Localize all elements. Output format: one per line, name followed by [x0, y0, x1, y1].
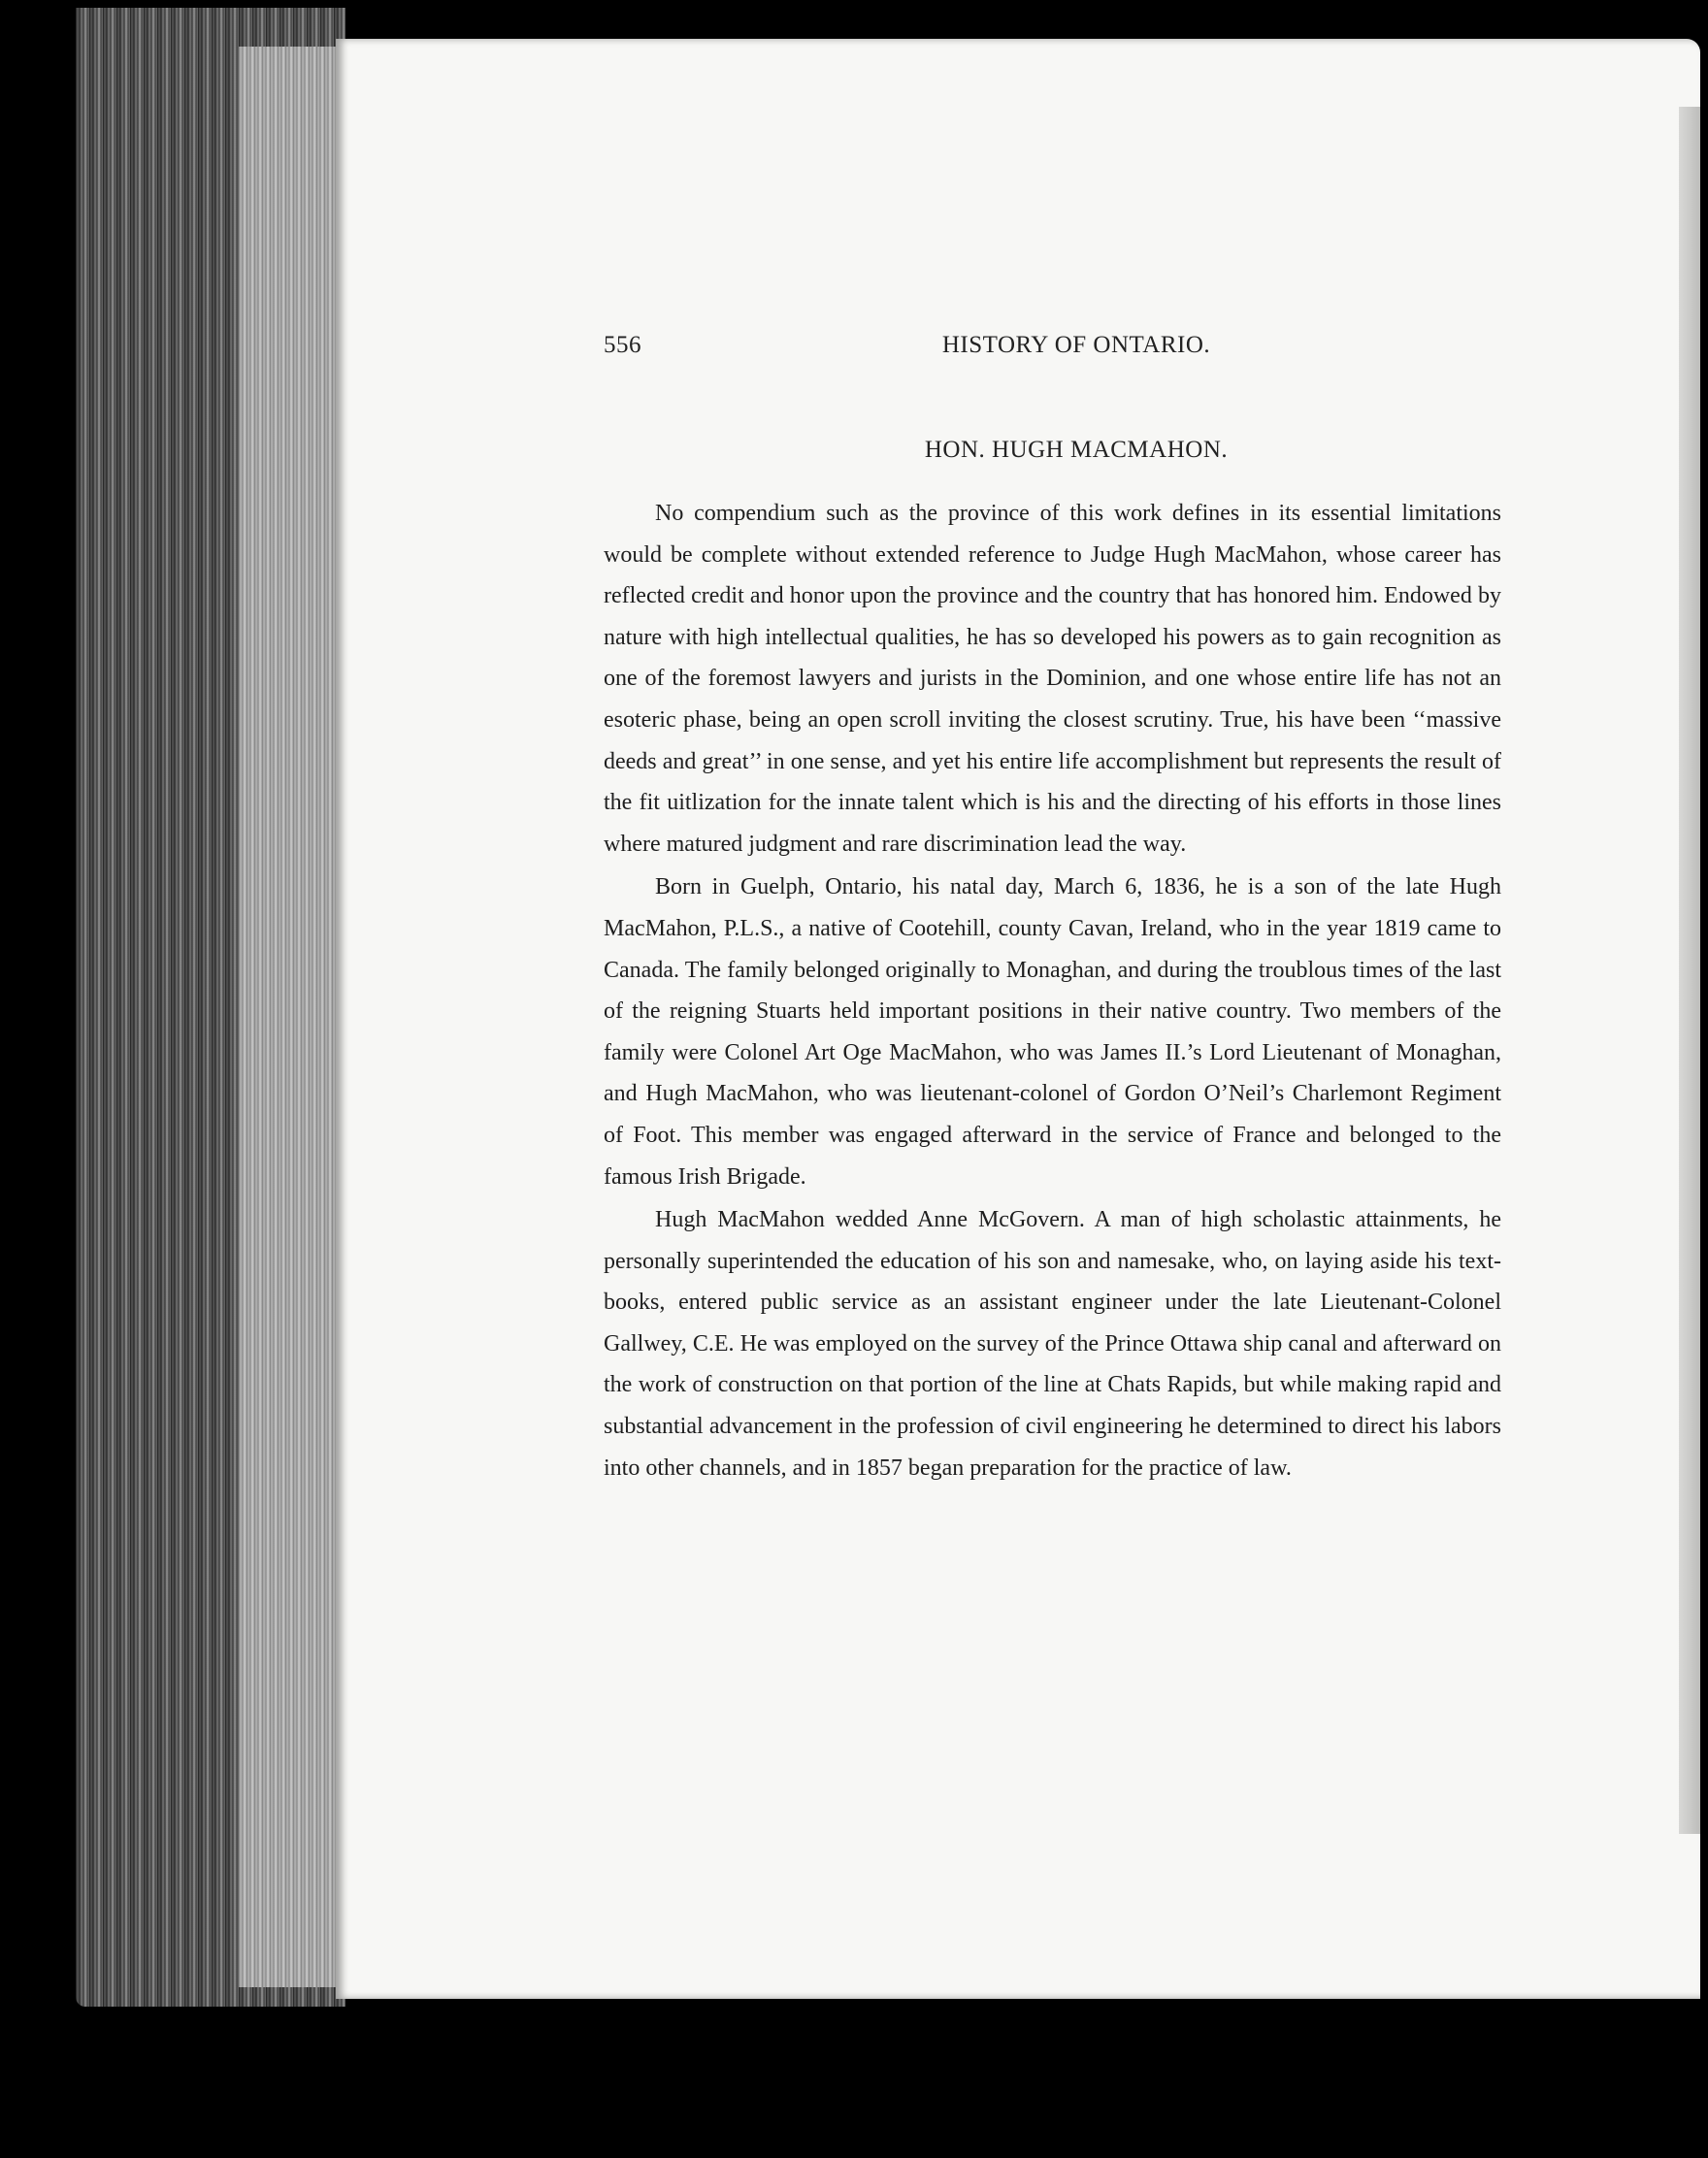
book-page [336, 39, 1700, 1999]
paragraph: Hugh MacMahon wedded Anne McGovern. A man of high scholastic attainments, he personally superintended the education of his son and namesake, who, on laying aside his text-books, entered public service as an assistant engineer under the late Lieutenant-Colonel Gallwey, C.E. He was employed on the survey of the Prince Ottawa ship canal and afterward on the work of construction on that portion of the line at Chats Rapids, but while making rapid and substantial advancement in the profession of civil engineering he determined to direct his labors into other channels, and in 1857 began preparation for the practice of law. [604, 1207, 1501, 1481]
article-body [604, 493, 1501, 1490]
running-head [604, 332, 1510, 371]
paragraph: No compendium such as the province of this work defines in its essential limitations would be complete without extended reference to Judge Hugh MacMahon, whose career has reflected credit and honor upon the province and the country that has honored him. Endowed by nature with high intellectual qualities, he has so developed his powers as to gain recognition as one of the foremost lawyers and jurists in the Dominion, and one whose entire life has not an esoteric phase, being an open scroll inviting the closest scrutiny. True, his have been ‘‘massive deeds and great’’ in one sense, and yet his entire life accomplishment but represents the result of the fit uitlization for the innate talent which is his and the directing of his efforts in those lines where matured judgment and rare discrimination lead the way. [604, 501, 1501, 857]
article-title: HON. HUGH MACMAHON. [924, 437, 1229, 463]
page-number: 556 [604, 332, 641, 358]
page-right-edge [1679, 107, 1700, 1834]
book-title: HISTORY OF ONTARIO. [941, 332, 1211, 358]
page-edges-stack [76, 8, 345, 2007]
page-edges-highlight [239, 47, 345, 1987]
paragraph: Born in Guelph, Ontario, his natal day, March 6, 1836, he is a son of the late Hugh MacMahon, P.L.S., a native of Cootehill, county Cavan, Ireland, who in the year 1819 came to Canada. The family belonged originally to Monaghan, and during the troublous times of the last of the reigning Stuarts held important positions in their native country. Two members of the family were Colonel Art Oge MacMahon, who was James II.’s Lord Lieutenant of Monaghan, and Hugh MacMahon, who was lieutenant-colonel of Gordon O’Neil’s Charlemont Regiment of Foot. This member was engaged afterward in the service of France and belonged to the famous Irish Brigade. [604, 874, 1501, 1190]
